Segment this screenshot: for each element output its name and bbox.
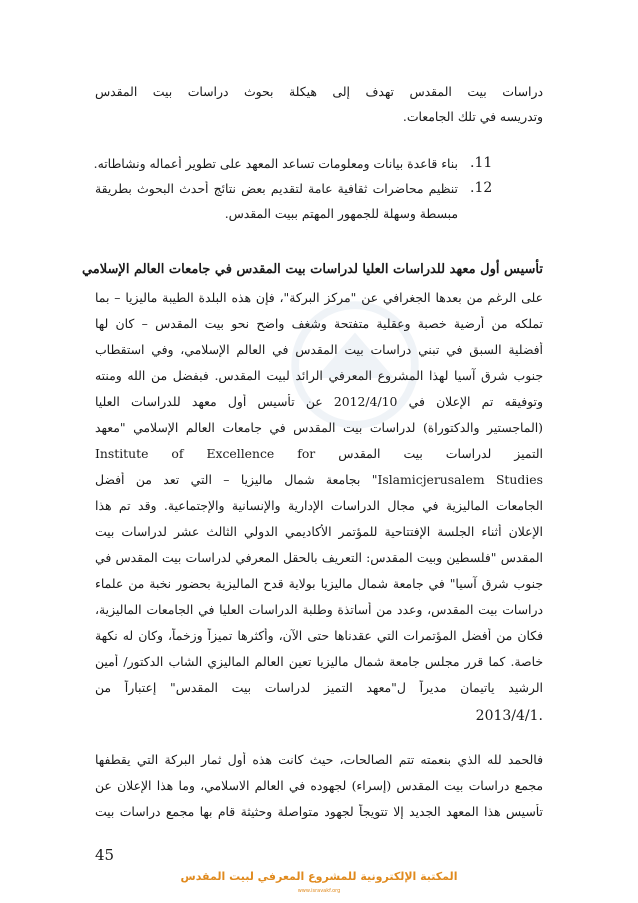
body-line: تأسيس هذا المعهد الجديد إلا تتويجاً لجهود متواصلة وحثيثة قام بها مجمع دراسات بيت [95, 804, 543, 819]
body-line: الرشيد ياتيمان مديراً ل"معهد التميز لدراسات بيت المقدس" إعتباراً من [95, 680, 543, 695]
body-line: فالحمد لله الذي بنعمته تتم الصالحات، حيث كانت هذه أول ثمار البركة التي يقطفها [95, 752, 543, 767]
body-line: أفضلية السبق في تبني دراسات بيت المقدس في العالم الإسلامي، وفي استقطاب [95, 342, 543, 357]
body-line: جنوب شرق آسيا" في جامعة شمال ماليزيا بولاية قدح الماليزية بحضور نخبة من علماء [95, 576, 543, 591]
body-line: تملكه من أرضية خصبة وعقلية متفتحة وشغف واضح نحو بيت المقدس – كان لها [95, 316, 543, 331]
item-text: بناء قاعدة بيانات ومعلومات تساعد المعهد على تطوير أعماله ونشاطاته. [93, 156, 458, 171]
page-number: 45 [95, 846, 115, 864]
item-number: .11 [470, 155, 493, 171]
body-line: على الرغم من بعدها الجغرافي عن "مركز البركة"، فإن هذه البلدة الطيبة ماليزيا – بما [95, 290, 543, 305]
body-line: دراسات بيت المقدس، وعدد من أساتذة وطلبة الدراسات العليا في الجامعات الماليزية، [95, 602, 543, 617]
body-line: وتوفيقه تم الإعلان في 2012/4/10 عن تأسيس أول معهد للدراسات العليا [95, 394, 543, 409]
body-line: الجامعات الماليزية في مجال الدراسات الإدارية والإنسانية والإجتماعية. وقد تم هذا [95, 498, 543, 513]
intro-line-1: دراسات بيت المقدس تهدف إلى هيكلة بحوث دراسات بيت المقدس [95, 84, 543, 99]
footer-title: المكتبة الإلكترونية للمشروع المعرفي لبيت المقدس [180, 870, 458, 883]
item-number: .12 [470, 180, 493, 196]
body-line: Islamicjerusalem Studies" بجامعة شمال ماليزيا – التي تعد من أفضل [95, 472, 543, 487]
body-line: (الماجستير والدكتوراة) لدراسات بيت المقدس في جامعات العالم الإسلامي "معهد [95, 420, 543, 435]
section-heading: تأسيس أول معهد للدراسات العليا لدراسات بيت المقدس في جامعات العالم الإسلامي [81, 262, 543, 277]
body-line: جنوب شرق آسيا لهذا المشروع المعرفي الرائد لبيت المقدس. فبفضل من الله ومنته [95, 368, 543, 383]
body-line: المقدس "فلسطين وبيت المقدس: التعريف بالحقل المعرفي لدراسات بيت المقدس في [95, 550, 543, 565]
body-line: الإعلان أثناء الجلسة الإفتتاحية للمؤتمر الأكاديمي الدولي الثالث عشر لدراسات بيت [95, 524, 543, 539]
footer-url[interactable]: www.isravakf.org [297, 888, 341, 894]
body-line: التميز لدراسات بيت المقدس Institute of Excellence for [95, 446, 543, 461]
item-text: مبسطة وسهلة للجمهور المهتم ببيت المقدس. [224, 206, 458, 221]
body-line: خاصة. كما قرر مجلس جامعة شمال ماليزيا تعين العالم الماليزي الشاب الدكتور/ أمين [95, 654, 543, 669]
body-line: فكان من أفضل المؤتمرات التي عقدناها حتى الآن، وأكثرها تميزاً وزخماً، وكان له نكهة [95, 628, 543, 643]
body-line-date: .2013/4/1 [475, 708, 543, 724]
intro-line-2: وتدريسه في تلك الجامعات. [402, 109, 543, 124]
item-text: تنظيم محاضرات ثقافية عامة لتقديم بعض نتائج أحدث البحوث بطريقة [95, 181, 458, 196]
body-line: مجمع دراسات بيت المقدس (إسراء) لجهوده في العالم الاسلامي، وما هذا الإعلان عن [95, 778, 543, 793]
